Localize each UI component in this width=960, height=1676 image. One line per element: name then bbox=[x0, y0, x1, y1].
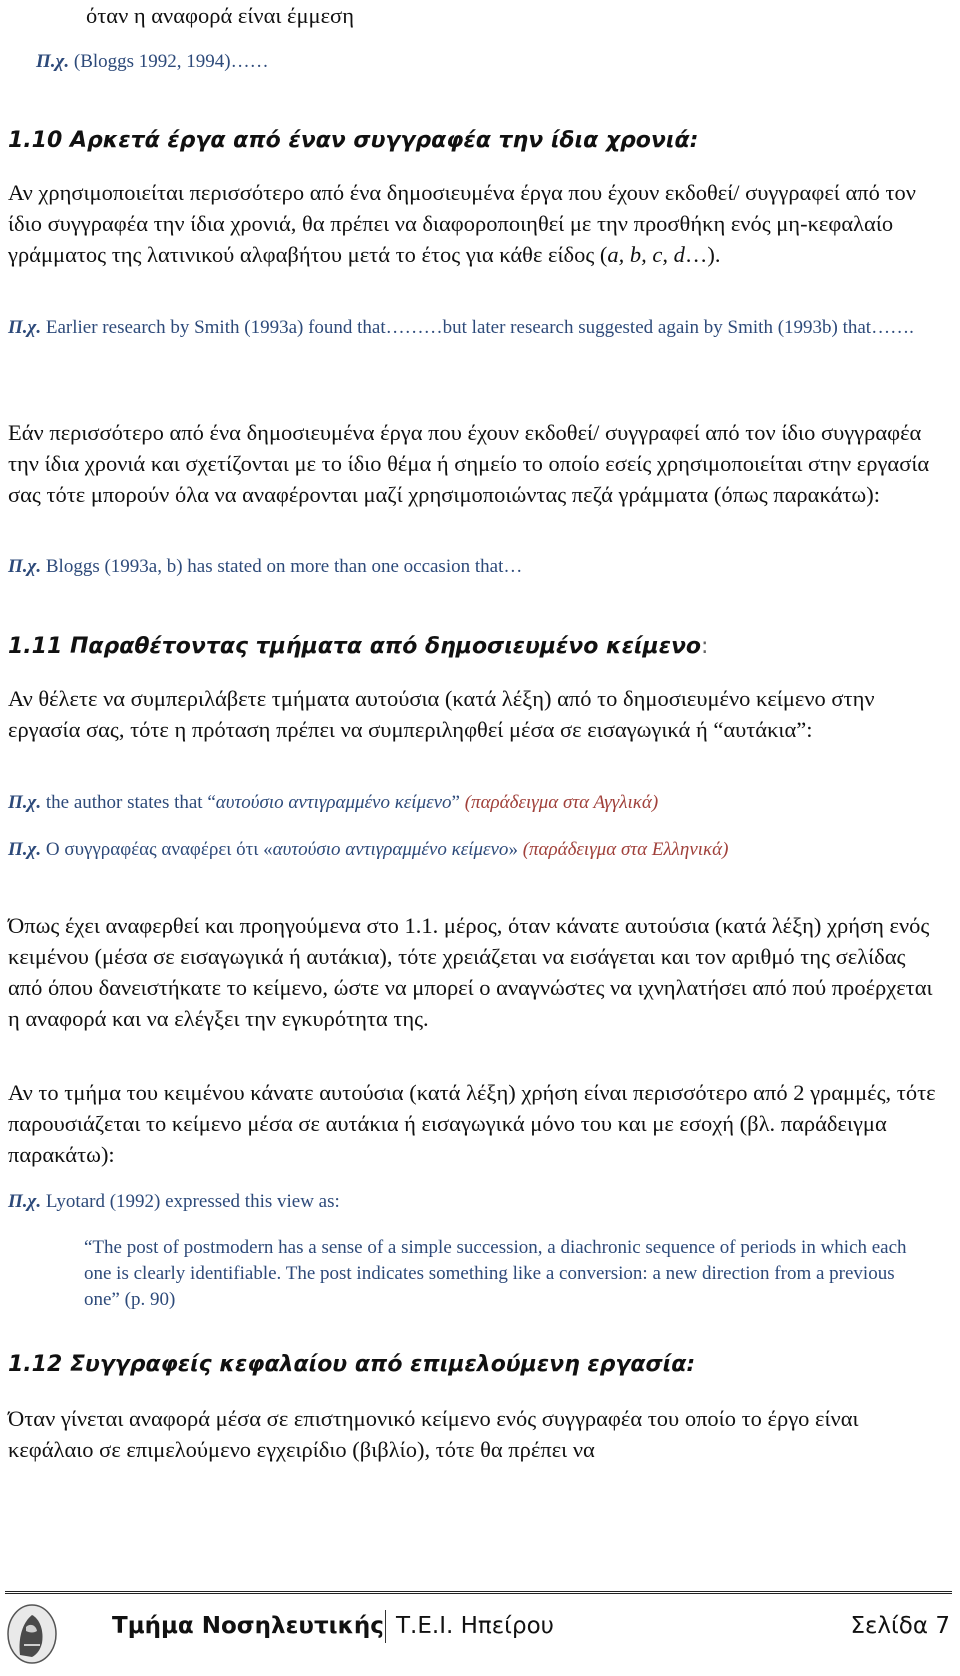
example-text: Lyotard (1992) expressed this view as: bbox=[41, 1191, 340, 1212]
heading-text: 1.11 Παραθέτοντας τμήματα από δημοσιευμένο κείμενο bbox=[8, 634, 702, 659]
section-1-10-paragraph-1 bbox=[8, 177, 940, 270]
page-footer bbox=[0, 1591, 960, 1676]
example-label: Π.χ. bbox=[8, 556, 42, 577]
section-heading-1-11 bbox=[8, 632, 940, 662]
example-citation-3 bbox=[8, 553, 940, 580]
example-greek bbox=[8, 836, 940, 863]
example-label: Π.χ. bbox=[8, 839, 42, 860]
example-english bbox=[8, 789, 940, 816]
example-citation-1 bbox=[36, 48, 940, 75]
example-citation-4 bbox=[8, 1188, 940, 1215]
example-label: Π.χ. bbox=[8, 792, 42, 813]
example-note: (παράδειγμα στα Αγγλικά) bbox=[464, 792, 659, 813]
paragraph-text: Αν χρησιμοποιείται περισσότερο από ένα δημοσιευμένα έργα που έχουν εκδοθεί/ συγγραφεί από τον ίδιο συγγραφέα την ίδια χρονιά, θα πρέπει να διαφοροποιηθεί με την προσθήκη ενός μη-κεφαλαίο γράμματος της λατινικού αλφαβήτου μετά το έτος για κάθε είδος ( bbox=[8, 180, 916, 267]
university-seal-icon bbox=[6, 1603, 58, 1665]
example-note: (παράδειγμα στα Ελληνικά) bbox=[522, 839, 729, 860]
heading-colon: : bbox=[701, 634, 709, 659]
footer-separator bbox=[385, 1610, 386, 1643]
example-text: (Bloggs 1992, 1994)…… bbox=[69, 51, 269, 72]
example-text: Bloggs (1993a, b) has stated on more than one occasion that… bbox=[41, 556, 523, 577]
example-text: Ο συγγραφέας αναφέρει ότι « bbox=[41, 839, 273, 860]
page-number: Σελίδα 7 bbox=[850, 1613, 950, 1639]
block-quote: “The post of postmodern has a sense of a simple succession, a diachronic sequence of periods in which each one is clearly identifiable. The post indicates something like a conversion: a new direction from a previous one” (p. 90) bbox=[84, 1237, 907, 1310]
example-text: the author states that “ bbox=[41, 792, 216, 813]
example-text: Earlier research by Smith (1993a) found that………but later research suggested again by Smith (1993b) that……. bbox=[41, 317, 914, 338]
paragraph-end: …). bbox=[684, 242, 721, 267]
quote-close: » bbox=[508, 839, 523, 860]
footer-rule bbox=[5, 1591, 952, 1594]
example-citation-2 bbox=[8, 314, 940, 341]
quote-close: ” bbox=[451, 792, 465, 813]
section-1-11-paragraph-1: Αν θέλετε να συμπεριλάβετε τμήματα αυτούσια (κατά λέξη) από το δημοσιευμένο κείμενο στην εργασία σας, τότε η πρόταση πρέπει να συμπεριληφθεί μέσα σε εισαγωγικά ή “αυτάκια”: bbox=[8, 686, 875, 742]
section-heading-1-12: 1.12 Συγγραφείς κεφαλαίου από επιμελούμενη εργασία: bbox=[8, 1352, 696, 1377]
section-heading-1-10: 1.10 Αρκετά έργα από έναν συγγραφέα την ίδια χρονιά: bbox=[8, 128, 699, 153]
example-label: Π.χ. bbox=[36, 51, 70, 72]
institution-name: Τ.Ε.Ι. Ηπείρου bbox=[396, 1613, 554, 1639]
section-1-11-paragraph-2: Όπως έχει αναφερθεί και προηγούμενα στο 1.1. μέρος, όταν κάνατε αυτούσια (κατά λέξη) χρήση ενός κειμένου (μέσα σε εισαγωγικά ή αυτάκια), τότε χρειάζεται να εισάγεται και τον αριθμό της σελίδας από όπου δανειστήκατε το κείμενο, ώστε να μπορεί ο αναγνώστες να ιχνηλατήσει από πού προέρχεται η αναφορά και να ελέγξει την εγκυρότητα της. bbox=[8, 913, 933, 1031]
quoted-text: αυτούσιο αντιγραμμένο κείμενο bbox=[272, 839, 509, 860]
example-label: Π.χ. bbox=[8, 1191, 42, 1212]
latin-letters: a, b, c, d bbox=[607, 242, 685, 267]
quoted-text: αυτούσιο αντιγραμμένο κείμενο bbox=[215, 792, 452, 813]
section-1-12-paragraph-1: Όταν γίνεται αναφορά μέσα σε επιστημονικό κείμενο ενός συγγραφέα του οποίο το έργο είναι κεφάλαιο σε επιμελούμενο εγχειρίδιο (βιβλίο), τότε θα πρέπει να bbox=[8, 1406, 859, 1462]
section-1-10-paragraph-2: Εάν περισσότερο από ένα δημοσιευμένα έργα που έχουν εκδοθεί/ συγγραφεί από τον ίδιο συγγραφέα την ίδια χρονιά και σχετίζονται με το ίδιο θέμα ή σημείο το οποίο εσείς χρησιμοποιείται στην εργασία σας τότε μπορούν όλα να αναφέρονται μαζί χρησιμοποιώντας πεζά γράμματα (όπως παρακάτω): bbox=[8, 420, 930, 507]
department-name: Τμήμα Νοσηλευτικής bbox=[112, 1613, 384, 1639]
example-label: Π.χ. bbox=[8, 317, 42, 338]
intro-line: όταν η αναφορά είναι έμμεση bbox=[86, 3, 354, 28]
section-1-11-paragraph-3: Αν το τμήμα του κειμένου κάνατε αυτούσια (κατά λέξη) χρήση είναι περισσότερο από 2 γραμμές, τότε παρουσιάζεται το κείμενο μέσα σε αυτάκια ή εισαγωγικά μόνο του και με εσοχή (βλ. παράδειγμα παρακάτω): bbox=[8, 1080, 936, 1167]
